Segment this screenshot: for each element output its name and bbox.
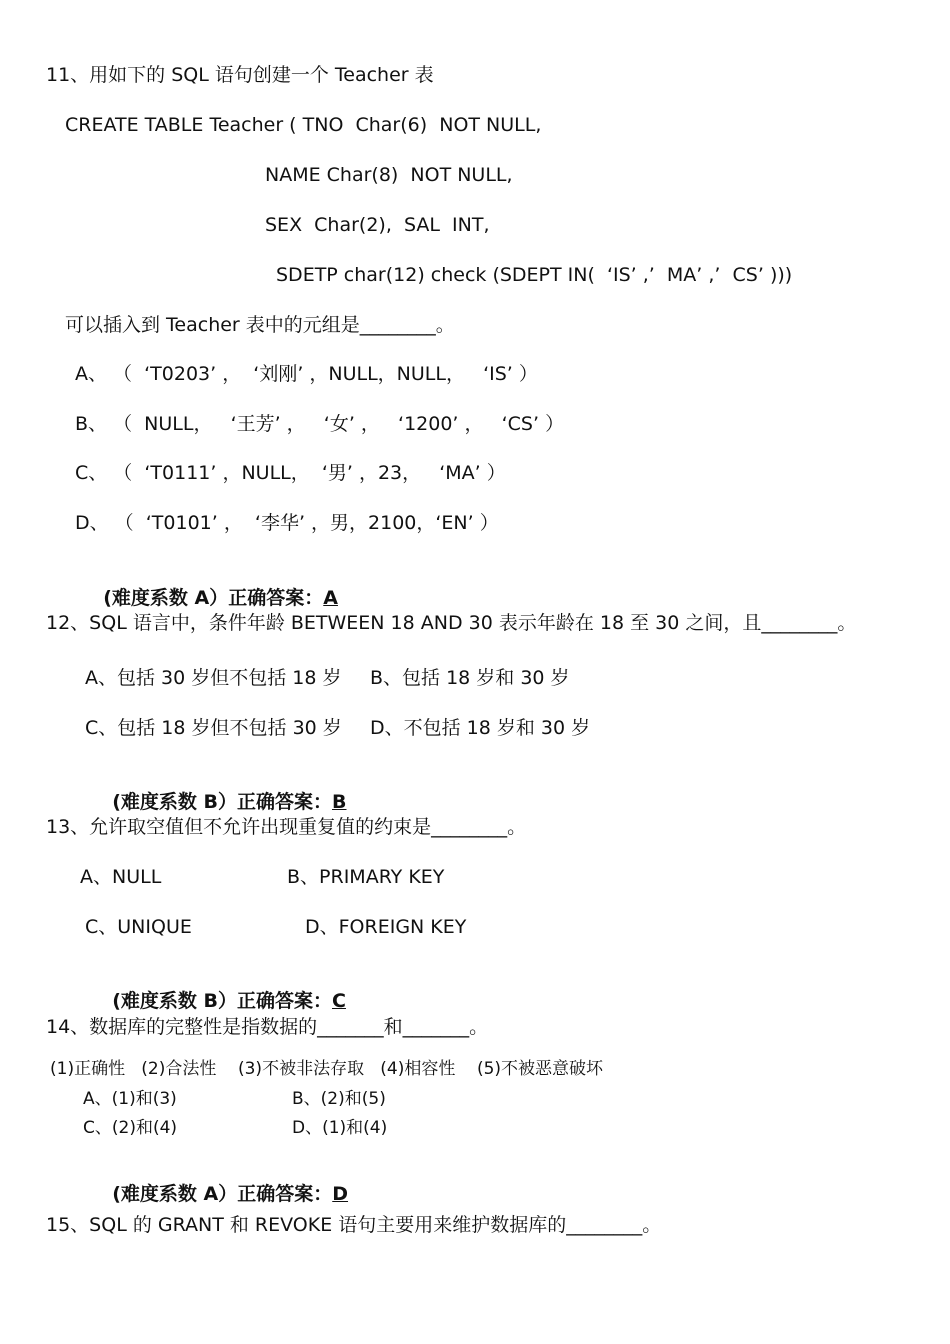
q14-option-d: D、(1)和(4) [292,1118,388,1138]
q14-choices: (1)正确性 (2)合法性 (3)不被非法存取 (4)相容性 (5)不被恶意破坏 [50,1059,604,1079]
q11-option-b: B、 （ NULL， ‘王芳’ ， ‘女’ ， ‘1200’ ， ‘CS’ ） [75,413,565,435]
q11-option-d: D、 （ ‘T0101’ ， ‘李华’ ，男，2100，‘EN’ ） [75,512,499,534]
q12-option-d: D、不包括 18 岁和 30 岁 [370,717,591,739]
q11-sql-line-4: SDETP char(12) check (SDEPT IN( ‘IS’ ,’ MA’ ,’ CS’ ))) [276,264,793,286]
q14-answer-prefix: (难度系数 A）正确答案： [112,1183,333,1205]
q14-answer-line [99,1158,348,1206]
q12-answer-line [99,766,347,814]
q12-title: 12、SQL 语言中，条件年龄 BETWEEN 18 AND 30 表示年龄在 18 至 30 之间，且________。 [46,612,857,634]
q13-option-c: C、UNIQUE [85,916,192,938]
q11-sql-line-3: SEX Char(2), SAL INT, [265,214,490,236]
q13-answer-prefix: (难度系数 B）正确答案： [112,990,333,1012]
q14-title: 14、数据库的完整性是指数据的_______和_______。 [46,1016,489,1038]
q11-title: 11、用如下的 SQL 语句创建一个 Teacher 表 [46,64,434,86]
q12-answer-key: B [332,791,347,813]
q12-option-a: A、包括 30 岁但不包括 18 岁 [85,667,342,689]
q12-option-c: C、包括 18 岁但不包括 30 岁 [85,717,342,739]
q11-option-a: A、 （ ‘T0203’ ， ‘刘刚’ ，NULL，NULL， ‘IS’ ） [75,363,538,385]
q12-answer-prefix: (难度系数 B）正确答案： [112,791,333,813]
q11-answer-key: A [323,587,338,609]
q14-option-b: B、(2)和(5) [292,1089,386,1109]
q15-title: 15、SQL 的 GRANT 和 REVOKE 语句主要用来维护数据库的________。 [46,1214,662,1236]
q11-sql-line-1: CREATE TABLE Teacher ( TNO Char(6) NOT NULL, [65,114,542,136]
q13-answer-key: C [332,990,346,1012]
q11-sql-line-2: NAME Char(8) NOT NULL, [265,164,513,186]
q11-question: 可以插入到 Teacher 表中的元组是________。 [65,314,455,336]
q11-option-c: C、 （ ‘T0111’ ，NULL， ‘男’ ，23， ‘MA’ ） [75,462,506,484]
q13-option-a: A、NULL [80,866,162,888]
q14-answer-key: D [332,1183,349,1205]
q12-option-b: B、包括 18 岁和 30 岁 [370,667,570,689]
q13-answer-line [99,965,346,1013]
q11-answer-prefix: (难度系数 A）正确答案： [103,587,324,609]
q13-option-b: B、PRIMARY KEY [287,866,445,888]
q13-option-d: D、FOREIGN KEY [305,916,467,938]
q13-title: 13、允许取空值但不允许出现重复值的约束是________。 [46,816,527,838]
q14-option-c: C、(2)和(4) [83,1118,178,1138]
q11-answer-line [90,562,338,610]
q14-option-a: A、(1)和(3) [83,1089,177,1109]
